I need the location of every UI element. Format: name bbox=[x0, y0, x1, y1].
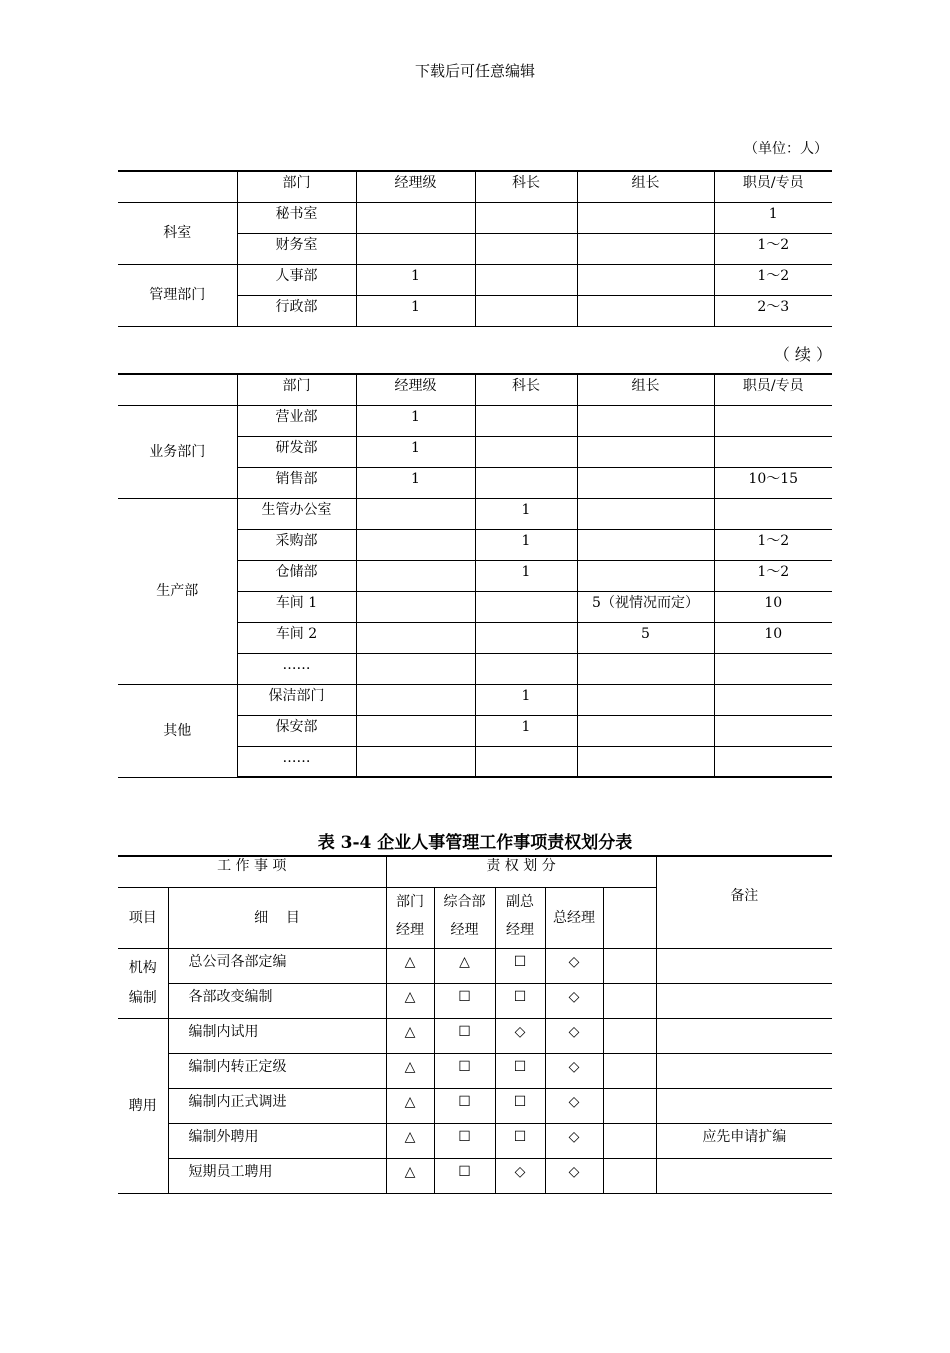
header-line: 部门 bbox=[396, 893, 425, 910]
work-items-header: 工 作 事 项 bbox=[118, 856, 386, 887]
dept-mgr-cell: △ bbox=[386, 1088, 434, 1123]
staff-cell bbox=[714, 746, 832, 777]
section-chief-cell bbox=[475, 264, 577, 295]
header-cell: 组长 bbox=[577, 374, 714, 405]
dept-cell: …… bbox=[237, 746, 356, 777]
section-chief-cell bbox=[475, 436, 577, 467]
corner-cell bbox=[118, 171, 237, 202]
section-chief-cell bbox=[475, 405, 577, 436]
group-label-line: 机构 bbox=[128, 960, 157, 976]
gm-cell: ◇ bbox=[545, 1123, 603, 1158]
team-lead-cell bbox=[577, 746, 714, 777]
table-row bbox=[118, 1088, 832, 1123]
note-cell bbox=[656, 1018, 832, 1053]
general-dept-mgr-cell: ☐ bbox=[434, 1053, 495, 1088]
dept-mgr-cell: △ bbox=[386, 948, 434, 983]
staff-cell bbox=[714, 684, 832, 715]
manager-cell bbox=[356, 529, 475, 560]
detail-cell: 编制外聘用 bbox=[168, 1123, 386, 1158]
staff-cell: 1～2 bbox=[714, 264, 832, 295]
section-chief-cell: 1 bbox=[475, 498, 577, 529]
manager-cell: 1 bbox=[356, 405, 475, 436]
team-lead-cell bbox=[577, 202, 714, 233]
general-dept-mgr-cell: ☐ bbox=[434, 1123, 495, 1158]
vice-gm-cell: ☐ bbox=[495, 1088, 545, 1123]
staffing-table-2 bbox=[118, 373, 832, 778]
staff-cell bbox=[714, 653, 832, 684]
team-lead-cell bbox=[577, 715, 714, 746]
section-chief-cell: 1 bbox=[475, 529, 577, 560]
corner-cell bbox=[118, 374, 237, 405]
dept-cell: 人事部 bbox=[237, 264, 356, 295]
dept-mgr-cell: △ bbox=[386, 1053, 434, 1088]
team-lead-cell bbox=[577, 436, 714, 467]
group-label: 生产部 bbox=[118, 498, 237, 684]
header-cell: 科长 bbox=[475, 374, 577, 405]
manager-cell bbox=[356, 746, 475, 777]
table-row bbox=[118, 983, 832, 1018]
group-label: 其他 bbox=[118, 684, 237, 777]
staff-cell bbox=[714, 436, 832, 467]
team-lead-cell bbox=[577, 467, 714, 498]
manager-cell bbox=[356, 715, 475, 746]
extra-header bbox=[603, 887, 656, 948]
team-lead-cell bbox=[577, 684, 714, 715]
vice-gm-cell: ◇ bbox=[495, 1158, 545, 1193]
page-header: 下载后可任意编辑 bbox=[414, 62, 535, 80]
team-lead-cell bbox=[577, 498, 714, 529]
group-label: 管理部门 bbox=[118, 264, 237, 326]
header-cell: 组长 bbox=[577, 171, 714, 202]
dept-cell: 财务室 bbox=[237, 233, 356, 264]
table-row bbox=[118, 1018, 832, 1053]
dept-cell: 营业部 bbox=[237, 405, 356, 436]
staff-cell: 10～15 bbox=[714, 467, 832, 498]
section-chief-cell bbox=[475, 591, 577, 622]
group-label: 业务部门 bbox=[118, 405, 237, 498]
team-lead-cell bbox=[577, 264, 714, 295]
staff-cell: 2～3 bbox=[714, 295, 832, 326]
section-chief-cell bbox=[475, 746, 577, 777]
vice-gm-cell: ☐ bbox=[495, 948, 545, 983]
table-row bbox=[118, 1123, 832, 1158]
note-cell bbox=[656, 1088, 832, 1123]
general-dept-mgr-cell: ☐ bbox=[434, 1158, 495, 1193]
dept-cell: 车间 1 bbox=[237, 591, 356, 622]
vice-gm-cell: ☐ bbox=[495, 1123, 545, 1158]
manager-cell: 1 bbox=[356, 264, 475, 295]
group-label: 科室 bbox=[118, 202, 237, 264]
detail-cell: 编制内试用 bbox=[168, 1018, 386, 1053]
section-chief-cell bbox=[475, 233, 577, 264]
dept-cell: 仓储部 bbox=[237, 560, 356, 591]
header-cell: 部门 bbox=[237, 374, 356, 405]
header-cell: 科长 bbox=[475, 171, 577, 202]
dept-cell: 生管办公室 bbox=[237, 498, 356, 529]
header-cell: 职员/专员 bbox=[714, 374, 832, 405]
table-row bbox=[118, 948, 832, 983]
staff-cell: 10 bbox=[714, 622, 832, 653]
section-chief-cell: 1 bbox=[475, 684, 577, 715]
group-label bbox=[118, 948, 168, 1018]
section-chief-cell bbox=[475, 467, 577, 498]
note-cell bbox=[656, 948, 832, 983]
dept-cell: …… bbox=[237, 653, 356, 684]
extra-cell bbox=[603, 983, 656, 1018]
dept-mgr-cell: △ bbox=[386, 1158, 434, 1193]
table-row bbox=[118, 264, 832, 295]
section-chief-cell bbox=[475, 202, 577, 233]
table-header-row bbox=[118, 374, 832, 405]
header-line: 副总 bbox=[506, 893, 535, 910]
detail-cell: 总公司各部定编 bbox=[168, 948, 386, 983]
header-line: 经理 bbox=[396, 921, 425, 938]
table-row bbox=[118, 405, 832, 436]
dept-cell: 车间 2 bbox=[237, 622, 356, 653]
section-chief-cell bbox=[475, 622, 577, 653]
staff-cell bbox=[714, 498, 832, 529]
dept-cell: 行政部 bbox=[237, 295, 356, 326]
extra-cell bbox=[603, 948, 656, 983]
gm-cell: ◇ bbox=[545, 1053, 603, 1088]
header-line: 经理 bbox=[450, 921, 479, 938]
staff-cell: 10 bbox=[714, 591, 832, 622]
table-row bbox=[118, 684, 832, 715]
item-header: 项目 bbox=[118, 887, 168, 948]
extra-cell bbox=[603, 1053, 656, 1088]
table-row bbox=[118, 202, 832, 233]
manager-cell bbox=[356, 653, 475, 684]
group-label-line: 编制 bbox=[128, 990, 157, 1006]
general-dept-mgr-cell: ☐ bbox=[434, 983, 495, 1018]
manager-cell bbox=[356, 233, 475, 264]
general-dept-mgr-cell: △ bbox=[434, 948, 495, 983]
manager-cell bbox=[356, 202, 475, 233]
table-row bbox=[118, 1158, 832, 1193]
note-cell bbox=[656, 983, 832, 1018]
detail-cell: 短期员工聘用 bbox=[168, 1158, 386, 1193]
general-dept-mgr-cell: ☐ bbox=[434, 1088, 495, 1123]
team-lead-cell bbox=[577, 233, 714, 264]
staff-cell: 1 bbox=[714, 202, 832, 233]
manager-cell bbox=[356, 684, 475, 715]
dept-mgr-cell: △ bbox=[386, 983, 434, 1018]
responsibility-table bbox=[118, 855, 832, 1194]
dept-cell: 保安部 bbox=[237, 715, 356, 746]
table-header-row bbox=[118, 856, 832, 887]
manager-cell: 1 bbox=[356, 436, 475, 467]
manager-cell bbox=[356, 622, 475, 653]
section-chief-cell: 1 bbox=[475, 715, 577, 746]
dept-cell: 秘书室 bbox=[237, 202, 356, 233]
extra-cell bbox=[603, 1018, 656, 1053]
table-row bbox=[118, 498, 832, 529]
gm-header: 总经理 bbox=[545, 887, 603, 948]
continued-label: （ 续 ） bbox=[773, 345, 832, 364]
staff-cell bbox=[714, 405, 832, 436]
dept-cell: 销售部 bbox=[237, 467, 356, 498]
staff-cell: 1～2 bbox=[714, 560, 832, 591]
gm-cell: ◇ bbox=[545, 1088, 603, 1123]
team-lead-cell bbox=[577, 653, 714, 684]
team-lead-cell: 5 bbox=[577, 622, 714, 653]
note-cell bbox=[656, 1053, 832, 1088]
dept-cell: 研发部 bbox=[237, 436, 356, 467]
gm-cell: ◇ bbox=[545, 983, 603, 1018]
group-label: 聘用 bbox=[118, 1018, 168, 1193]
detail-cell: 编制内转正定级 bbox=[168, 1053, 386, 1088]
header-cell: 职员/专员 bbox=[714, 171, 832, 202]
general-dept-mgr-header bbox=[434, 887, 495, 948]
staffing-table-1 bbox=[118, 170, 832, 327]
manager-cell bbox=[356, 498, 475, 529]
dept-cell: 保洁部门 bbox=[237, 684, 356, 715]
header-cell: 部门 bbox=[237, 171, 356, 202]
manager-cell: 1 bbox=[356, 295, 475, 326]
gm-cell: ◇ bbox=[545, 1158, 603, 1193]
detail-header: 细 目 bbox=[168, 887, 386, 948]
manager-cell: 1 bbox=[356, 467, 475, 498]
dept-mgr-header bbox=[386, 887, 434, 948]
authority-header: 责 权 划 分 bbox=[386, 856, 656, 887]
vice-gm-cell: ☐ bbox=[495, 1053, 545, 1088]
header-cell: 经理级 bbox=[356, 374, 475, 405]
vice-gm-cell: ☐ bbox=[495, 983, 545, 1018]
section-chief-cell: 1 bbox=[475, 560, 577, 591]
staff-cell: 1～2 bbox=[714, 233, 832, 264]
gm-cell: ◇ bbox=[545, 1018, 603, 1053]
header-cell: 经理级 bbox=[356, 171, 475, 202]
team-lead-cell bbox=[577, 529, 714, 560]
table-header-row bbox=[118, 171, 832, 202]
detail-cell: 各部改变编制 bbox=[168, 983, 386, 1018]
extra-cell bbox=[603, 1088, 656, 1123]
extra-cell bbox=[603, 1123, 656, 1158]
table-row bbox=[118, 1053, 832, 1088]
note-cell bbox=[656, 1158, 832, 1193]
dept-mgr-cell: △ bbox=[386, 1018, 434, 1053]
header-line: 综合部 bbox=[443, 893, 486, 910]
dept-cell: 采购部 bbox=[237, 529, 356, 560]
extra-cell bbox=[603, 1158, 656, 1193]
vice-gm-cell: ◇ bbox=[495, 1018, 545, 1053]
unit-note: （单位：人） bbox=[744, 141, 828, 157]
dept-mgr-cell: △ bbox=[386, 1123, 434, 1158]
table-3-title: 表 3-4 企业人事管理工作事项责权划分表 bbox=[317, 833, 633, 853]
general-dept-mgr-cell: ☐ bbox=[434, 1018, 495, 1053]
staff-cell: 1～2 bbox=[714, 529, 832, 560]
team-lead-cell bbox=[577, 405, 714, 436]
manager-cell bbox=[356, 560, 475, 591]
manager-cell bbox=[356, 591, 475, 622]
section-chief-cell bbox=[475, 295, 577, 326]
note-cell: 应先申请扩编 bbox=[656, 1123, 832, 1158]
header-line: 经理 bbox=[506, 921, 535, 938]
team-lead-cell bbox=[577, 560, 714, 591]
section-chief-cell bbox=[475, 653, 577, 684]
gm-cell: ◇ bbox=[545, 948, 603, 983]
notes-header: 备注 bbox=[656, 856, 832, 948]
staff-cell bbox=[714, 715, 832, 746]
detail-cell: 编制内正式调进 bbox=[168, 1088, 386, 1123]
vice-gm-header bbox=[495, 887, 545, 948]
team-lead-cell: 5（视情况而定） bbox=[577, 591, 714, 622]
team-lead-cell bbox=[577, 295, 714, 326]
